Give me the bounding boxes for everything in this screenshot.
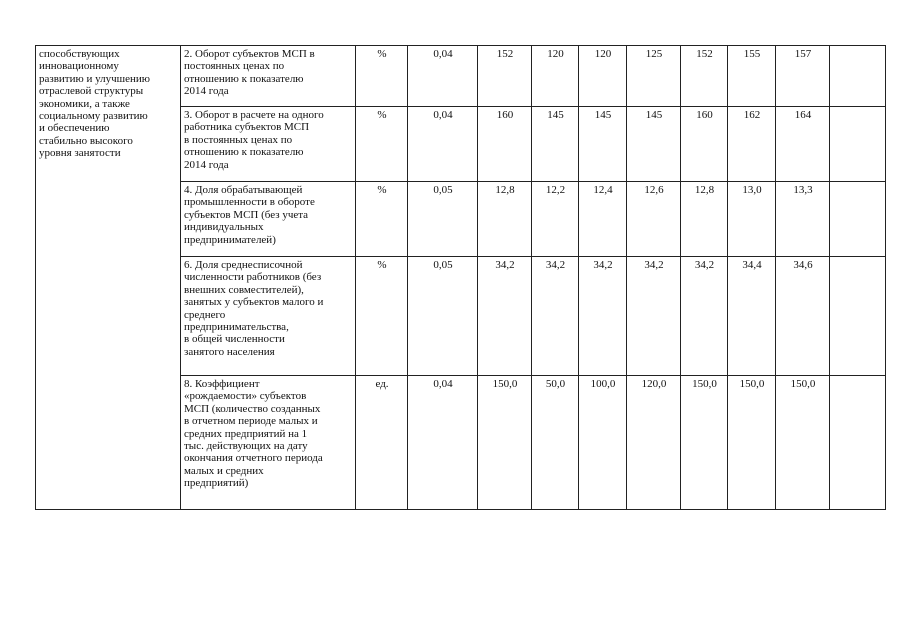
indicator-name-cell: 3. Оборот в расчете на одного работника субъектов МСП в постоянных ценах по отношению к показателю 2014 года [181,107,356,182]
indicators-table [35,45,886,510]
weight-cell: 0,04 [408,376,478,510]
value-cell: 12,8 [681,182,728,257]
value-cell: 34,6 [776,257,830,376]
unit-cell: % [356,107,408,182]
weight-cell: 0,05 [408,257,478,376]
weight-cell: 0,04 [408,107,478,182]
value-cell: 34,2 [681,257,728,376]
value-cell: 164 [776,107,830,182]
value-cell: 120 [579,46,627,107]
value-cell: 152 [478,46,532,107]
value-cell: 100,0 [579,376,627,510]
value-cell: 145 [627,107,681,182]
note-cell [830,257,886,376]
table-row [36,46,886,107]
unit-cell: % [356,257,408,376]
value-cell: 120,0 [627,376,681,510]
value-cell: 120 [532,46,579,107]
value-cell: 150,0 [681,376,728,510]
value-cell: 13,3 [776,182,830,257]
value-cell: 152 [681,46,728,107]
value-cell: 150,0 [478,376,532,510]
value-cell: 50,0 [532,376,579,510]
value-cell: 34,2 [627,257,681,376]
weight-cell: 0,05 [408,182,478,257]
value-cell: 34,4 [728,257,776,376]
indicator-name-cell: 6. Доля среднесписочной численности работников (без внешних совместителей), занятых у субъектов малого и среднего предпринимательства, в общей численности занятого населения [181,257,356,376]
goal-description-cell: способствующих инновационному развитию и улучшению отраслевой структуры экономики, а также социальному развитию и обеспечению стабильно высокого уровня занятости [36,46,181,510]
indicator-name-cell: 4. Доля обрабатывающей промышленности в обороте субъектов МСП (без учета индивидуальных предпринимателей) [181,182,356,257]
value-cell: 150,0 [728,376,776,510]
note-cell [830,182,886,257]
unit-cell: % [356,46,408,107]
value-cell: 12,8 [478,182,532,257]
value-cell: 162 [728,107,776,182]
value-cell: 150,0 [776,376,830,510]
value-cell: 34,2 [579,257,627,376]
value-cell: 160 [478,107,532,182]
indicator-name-cell: 2. Оборот субъектов МСП в постоянных ценах по отношению к показателю 2014 года [181,46,356,107]
value-cell: 155 [728,46,776,107]
value-cell: 12,6 [627,182,681,257]
unit-cell: % [356,182,408,257]
value-cell: 145 [579,107,627,182]
value-cell: 145 [532,107,579,182]
note-cell [830,46,886,107]
indicator-name-cell: 8. Коэффициент «рождаемости» субъектов МСП (количество созданных в отчетном периоде малых и средних предприятий на 1 тыс. действующих на дату окончания отчетного периода малых и средних предприятий) [181,376,356,510]
weight-cell: 0,04 [408,46,478,107]
value-cell: 34,2 [532,257,579,376]
value-cell: 34,2 [478,257,532,376]
value-cell: 12,4 [579,182,627,257]
value-cell: 157 [776,46,830,107]
note-cell [830,376,886,510]
value-cell: 125 [627,46,681,107]
note-cell [830,107,886,182]
unit-cell: ед. [356,376,408,510]
value-cell: 160 [681,107,728,182]
value-cell: 13,0 [728,182,776,257]
value-cell: 12,2 [532,182,579,257]
